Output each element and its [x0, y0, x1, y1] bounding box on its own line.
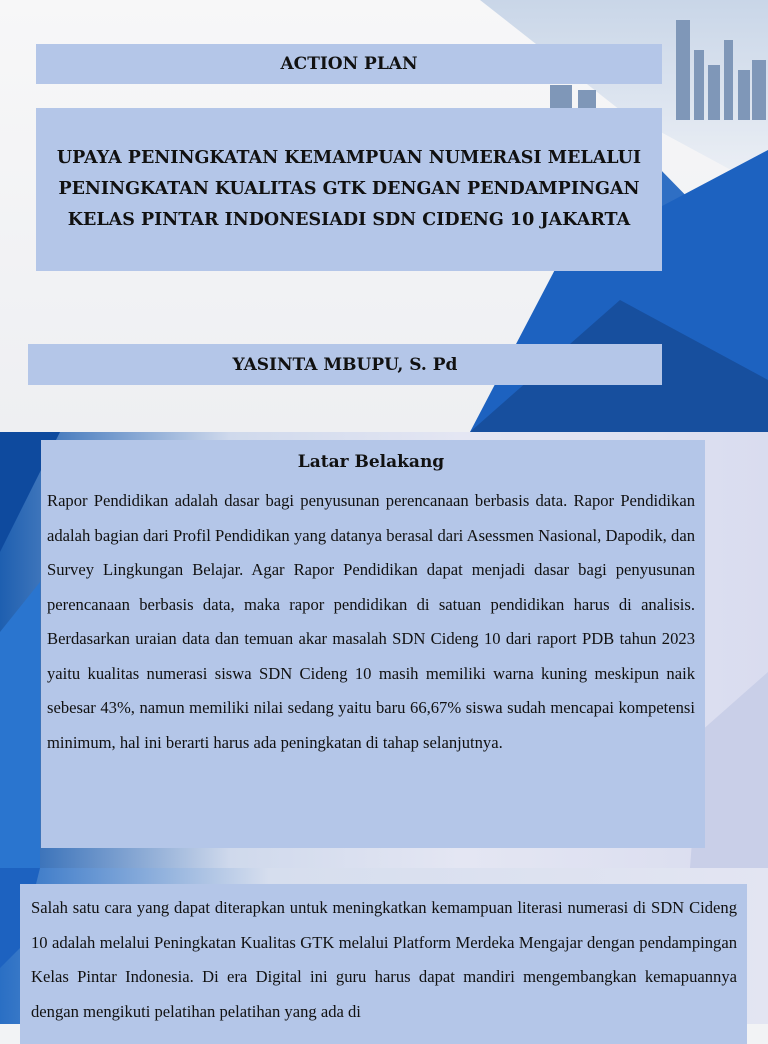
latar-belakang-section: [41, 440, 705, 848]
action-plan-label: ACTION PLAN: [36, 44, 662, 84]
cover-slide: [0, 0, 768, 432]
continuation-body: Salah satu cara yang dapat diterapkan untuk meningkatkan kemampuan literasi numerasi di SDN Cideng 10 adalah melalui Peningkatan Kualitas GTK melalui Platform Merdeka Mengajar dengan pendampingan Kelas Pintar Indonesia. Di era Digital ini guru harus dapat mandiri mengembangkan kemapuannya dengan mengikuti pelatihan pelatihan yang ada di: [31, 898, 737, 1021]
section-body: Rapor Pendidikan adalah dasar bagi penyusunan perencanaan berbasis data. Rapor Pendidikan adalah bagian dari Profil Pendidikan yang datanya berasal dari Asessmen Nasional, Dapodik, dan Survey Lingkungan Belajar. Agar Rapor Pendidikan dapat menjadi dasar bagi penyusunan perencanaan berbasis data, maka rapor pendidikan di satuan pendidikan harus di analisis. Berdasarkan uraian data dan temuan akar masalah SDN Cideng 10 dari raport PDB tahun 2023 yaitu kualitas numerasi siswa SDN Cideng 10 masih memiliki warna kuning meskipun naik sebesar 43%, namun memiliki nilai sedang yaitu baru 66,67% siswa sudah mencapai kompetensi minimum, hal ini berarti harus ada peningkatan di tahap selanjutnya.: [47, 491, 695, 752]
section-heading: Latar Belakang: [297, 452, 445, 472]
continuation-section: [20, 884, 747, 1044]
author-name: YASINTA MBUPU, S. Pd: [28, 344, 662, 385]
document-title: UPAYA PENINGKATAN KEMAMPUAN NUMERASI MELALUI PENINGKATAN KUALITAS GTK DENGAN PENDAMPINGAN KELAS PINTAR INDONESIADI SDN CIDENG 10 JAKARTA: [36, 108, 662, 271]
